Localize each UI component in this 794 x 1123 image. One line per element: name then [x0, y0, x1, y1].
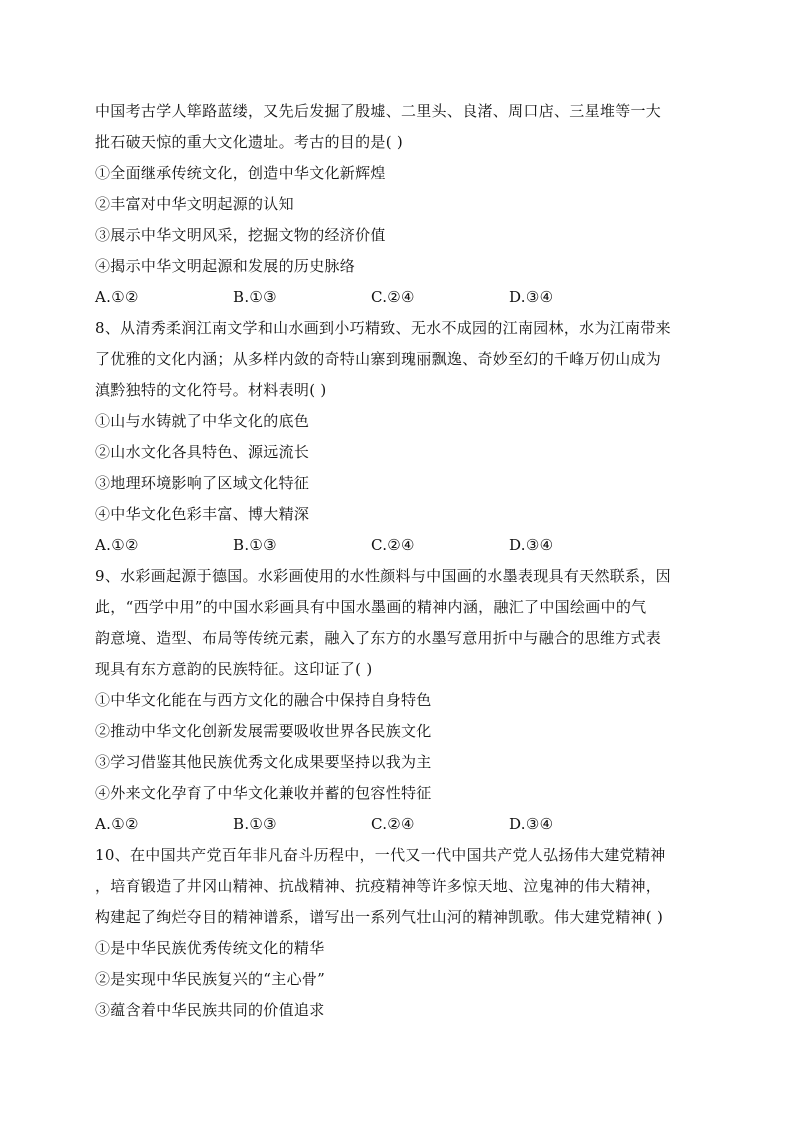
option-b: B.①③	[233, 288, 277, 306]
statement: ②丰富对中华文明起源的认知	[95, 195, 294, 213]
option-b: B.①③	[233, 815, 277, 833]
question-stem-line: 8、从清秀柔润江南文学和山水画到小巧精致、无水不成园的江南园林，水为江南带来	[95, 319, 671, 337]
statement: ④中华文化色彩丰富、博大精深	[95, 505, 310, 523]
question-stem-line: 批石破天惊的重大文化遗址。考古的目的是( )	[95, 133, 404, 151]
statement: ③展示中华文明风采，挖掘文物的经济价值	[95, 226, 386, 244]
statement: ③蕴含着中华民族共同的价值追求	[95, 1001, 325, 1019]
question-stem-line: 中国考古学人筚路蓝缕，又先后发掘了殷墟、二里头、良渚、周口店、三星堆等一大	[95, 102, 662, 120]
option-c: C.②④	[371, 536, 415, 554]
document-page	[95, 96, 705, 1026]
question-stem-line: 韵意境、造型、布局等传统元素，融入了东方的水墨写意用折中与融合的思维方式表	[95, 629, 662, 647]
statement: ①中华文化能在与西方文化的融合中保持自身特色	[95, 691, 432, 709]
statement: ②推动中华文化创新发展需要吸收世界各民族文化	[95, 722, 432, 740]
option-c: C.②④	[371, 815, 415, 833]
option-b: B.①③	[233, 536, 277, 554]
question-stem-line: 9、水彩画起源于德国。水彩画使用的水性颜料与中国画的水墨表现具有天然联系，因	[95, 567, 671, 585]
option-a: A.①②	[95, 815, 139, 833]
statement: ④外来文化孕育了中华文化兼收并蓄的包容性特征	[95, 784, 432, 802]
question-stem-line: ，培育锻造了井冈山精神、抗战精神、抗疫精神等许多惊天地、泣鬼神的伟大精神，	[95, 877, 662, 895]
statement: ②山水文化各具特色、源远流长	[95, 443, 310, 461]
question-block	[95, 313, 705, 561]
question-block	[95, 840, 705, 1026]
question-stem-line: 滇黔独特的文化符号。材料表明( )	[95, 381, 327, 399]
statement: ①山与水铸就了中华文化的底色	[95, 412, 310, 430]
question-stem-line: 构建起了绚烂夺目的精神谱系，谱写出一系列气壮山河的精神凯歌。伟大建党精神( )	[95, 908, 664, 926]
answer-options	[95, 282, 705, 313]
question-block	[95, 96, 705, 313]
option-a: A.①②	[95, 536, 139, 554]
question-stem-line: 此，“西学中用”的中国水彩画具有中国水墨画的精神内涵，融汇了中国绘画中的气	[95, 598, 647, 616]
question-stem-line: 了优雅的文化内涵；从多样内敛的奇特山寨到瑰丽飘逸、奇妙至幻的千峰万仞山成为	[95, 350, 662, 368]
question-block	[95, 561, 705, 840]
question-stem-line: 现具有东方意韵的民族特征。这印证了( )	[95, 660, 373, 678]
statement: ①全面继承传统文化，创造中华文化新辉煌	[95, 164, 386, 182]
option-d: D.③④	[509, 288, 554, 306]
statement: ③地理环境影响了区域文化特征	[95, 474, 310, 492]
statement: ④揭示中华文明起源和发展的历史脉络	[95, 257, 356, 275]
answer-options	[95, 530, 705, 561]
option-d: D.③④	[509, 815, 554, 833]
statement: ①是中华民族优秀传统文化的精华	[95, 939, 325, 957]
option-a: A.①②	[95, 288, 139, 306]
question-stem-line: 10、在中国共产党百年非凡奋斗历程中，一代又一代中国共产党人弘扬伟大建党精神	[95, 846, 666, 864]
statement: ③学习借鉴其他民族优秀文化成果要坚持以我为主	[95, 753, 432, 771]
statement: ②是实现中华民族复兴的“主心骨”	[95, 970, 326, 988]
option-c: C.②④	[371, 288, 415, 306]
option-d: D.③④	[509, 536, 554, 554]
answer-options	[95, 809, 705, 840]
